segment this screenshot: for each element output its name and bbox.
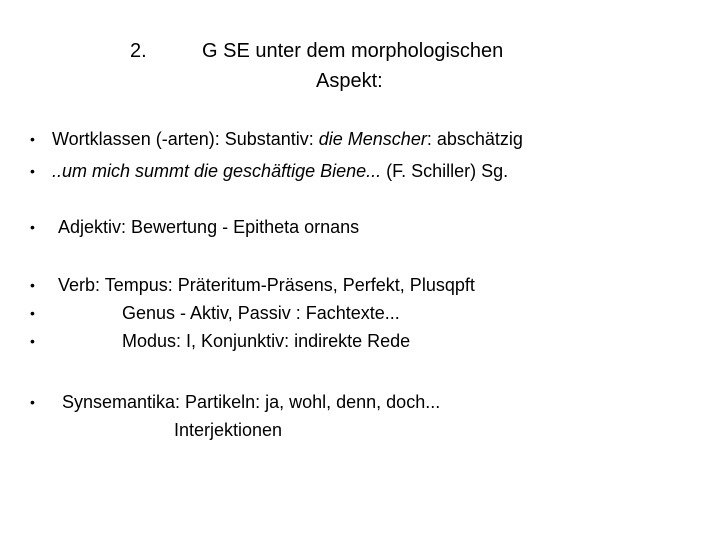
list-item-verb-tempus: Verb: Tempus: Präteritum-Präsens, Perfekt, Plusqpft — [58, 275, 475, 295]
biene-quote: ..um mich summt die geschäftige Biene... — [52, 161, 382, 181]
bullet-marker: • — [30, 394, 35, 410]
wortklassen-suffix: : abschätzig — [426, 129, 523, 149]
title-line-2: Aspekt: — [316, 70, 383, 92]
bullet-marker: • — [30, 277, 35, 293]
title-number: 2. — [130, 40, 147, 62]
list-item-synsemantika: Synsemantika: Partikeln: ja, wohl, denn, doch... — [62, 392, 441, 412]
list-item-verb-modus: Modus: I, Konjunktiv: indirekte Rede — [122, 331, 411, 351]
wortklassen-prefix: Wortklassen (-arten): Substantiv: — [52, 129, 319, 149]
bullet-marker: • — [30, 163, 35, 179]
bullet-marker: • — [30, 131, 35, 147]
list-item-wortklassen — [52, 128, 523, 150]
biene-suffix: (F. Schiller) Sg. — [381, 161, 509, 181]
list-item-adjektiv: Adjektiv: Bewertung - Epitheta ornans — [58, 217, 360, 237]
bullet-marker: • — [30, 305, 35, 321]
wortklassen-example: die Menscher — [318, 129, 427, 149]
title-line-1: G SE unter dem morphologischen — [202, 40, 504, 62]
list-item-biene — [52, 160, 508, 182]
bullet-marker: • — [30, 219, 35, 235]
bullet-marker: • — [30, 333, 35, 349]
list-item-verb-genus: Genus - Aktiv, Passiv : Fachtexte... — [122, 303, 400, 323]
list-item-synsemantika-continued: Interjektionen — [174, 420, 283, 440]
